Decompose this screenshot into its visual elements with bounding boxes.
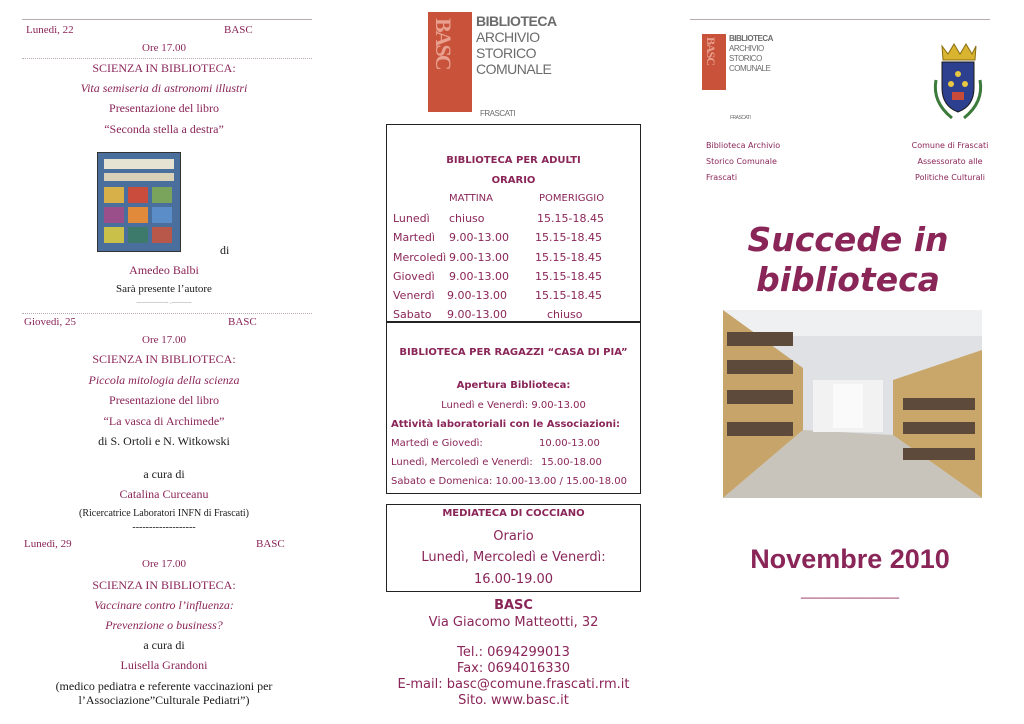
event-3-title-2: Prevenzione o business? bbox=[105, 618, 223, 632]
event-2-time: Ore 17.00 bbox=[142, 334, 186, 346]
adults-title: BIBLIOTECA PER ADULTI bbox=[446, 155, 581, 166]
row-pm: chiuso bbox=[547, 308, 583, 321]
kids-lab-1-hours: 10.00-13.00 bbox=[539, 438, 600, 449]
event-3-curator: Luisella Grandoni bbox=[120, 658, 208, 672]
event-1-day: Lunedì, 22 bbox=[26, 24, 74, 36]
contact-tel: Tel.: 0694299013 bbox=[457, 645, 570, 660]
row-pm: 15.15-18.45 bbox=[535, 251, 602, 264]
kids-lab-2: Lunedì, Mercoledì e Venerdì: bbox=[391, 457, 533, 468]
rule bbox=[22, 313, 312, 314]
contact-name: BASC bbox=[494, 598, 533, 613]
event-3-time: Ore 17.00 bbox=[142, 558, 186, 570]
library-photo bbox=[723, 310, 982, 498]
event-2-day: Giovedì, 25 bbox=[24, 316, 76, 328]
event-3-series: SCIENZA IN BIBLIOTECA: bbox=[92, 578, 236, 592]
event-3-role-1: (medico pediatra e referente vaccinazioni per bbox=[55, 679, 273, 693]
event-2-curator: Catalina Curceanu bbox=[119, 487, 209, 501]
org-1-line-1: Biblioteca Archivio bbox=[706, 141, 781, 150]
event-2-cura: a cura di bbox=[143, 467, 185, 481]
event-1-time: Ore 17.00 bbox=[142, 42, 186, 54]
event-3-day: Lunedì, 29 bbox=[24, 538, 72, 550]
book-cover-image bbox=[97, 152, 181, 252]
event-2-separator: ------------------- bbox=[132, 522, 196, 533]
basc-logo-small: BASC BIBLIOTECA ARCHIVIO STORICO COMUNALE FRASCATI bbox=[704, 34, 773, 121]
mediateca-box bbox=[386, 504, 641, 592]
contact-site-link[interactable]: Sito. www.basc.it bbox=[458, 693, 569, 708]
event-1-book: “Seconda stella a destra” bbox=[104, 122, 224, 136]
media-days: Lunedì, Mercoledì e Venerdì: bbox=[421, 550, 606, 565]
contact-address: Via Giacomo Matteotti, 32 bbox=[428, 615, 599, 630]
kids-title: BIBLIOTECA PER RAGAZZI “CASA DI PIA” bbox=[399, 347, 628, 358]
row-day: Mercoledì bbox=[393, 251, 447, 264]
rule bbox=[22, 58, 312, 59]
row-am: 9.00-13.00 bbox=[449, 270, 509, 283]
media-title: MEDIATECA DI COCCIANO bbox=[442, 508, 585, 519]
logo-mark-small: BASC bbox=[702, 34, 726, 90]
logo-mark: BASC bbox=[428, 12, 472, 112]
kids-hours-box bbox=[386, 322, 641, 494]
event-2-book: “La vasca di Archimede” bbox=[103, 414, 225, 428]
kids-lab-2-hours: 15.00-18.00 bbox=[541, 457, 602, 468]
row-pm: 15.15-18.45 bbox=[537, 212, 604, 225]
contact-fax: Fax: 0694016330 bbox=[456, 661, 571, 676]
org-1-line-3: Frascati bbox=[706, 173, 738, 182]
row-day: Giovedì bbox=[393, 270, 435, 283]
event-3-role-2: l’Associazione”Culturale Pediatri”) bbox=[78, 693, 250, 707]
row-pm: 15.15-18.45 bbox=[535, 289, 602, 302]
row-pm: 15.15-18.45 bbox=[535, 231, 602, 244]
row-day: Venerdì bbox=[393, 289, 435, 302]
row-day: Sabato bbox=[393, 308, 432, 321]
col-pomeriggio: POMERIGGIO bbox=[539, 193, 605, 204]
row-day: Lunedì bbox=[393, 212, 430, 225]
row-day: Martedì bbox=[393, 231, 435, 244]
org-1-line-2: Storico Comunale bbox=[706, 157, 777, 166]
org-2-line-2: Assessorato alle bbox=[917, 157, 983, 166]
top-rule bbox=[22, 19, 312, 20]
event-1-separator: —————- .———- bbox=[136, 300, 192, 306]
month-title: Novembre 2010 bbox=[750, 544, 950, 574]
event-1-author: Amedeo Balbi bbox=[129, 263, 199, 277]
col-mattina: MATTINA bbox=[449, 193, 494, 204]
row-am: chiuso bbox=[449, 212, 485, 225]
row-am: 9.00-13.00 bbox=[449, 231, 509, 244]
contact-email-link[interactable]: E-mail: basc@comune.frascati.rm.it bbox=[397, 677, 630, 692]
event-3-place: BASC bbox=[256, 538, 285, 550]
coat-of-arms-icon bbox=[928, 40, 988, 126]
event-1-series: SCIENZA IN BIBLIOTECA: bbox=[92, 61, 236, 75]
event-3-title-1: Vaccinare contro l’influenza: bbox=[94, 598, 234, 612]
row-pm: 15.15-18.45 bbox=[535, 270, 602, 283]
kids-lab-label: Attività laboratoriali con le Associazioni: bbox=[391, 419, 621, 430]
event-2-series: SCIENZA IN BIBLIOTECA: bbox=[92, 352, 236, 366]
row-am: 9.00-13.00 bbox=[447, 289, 507, 302]
event-2-role: (Ricercatrice Laboratori INFN di Frascati) bbox=[79, 508, 249, 519]
row-am: 9.00-13.00 bbox=[447, 308, 507, 321]
adults-hours-box bbox=[386, 124, 641, 322]
headline-line-2: biblioteca bbox=[756, 260, 940, 299]
kids-open-label: Apertura Biblioteca: bbox=[456, 380, 571, 391]
top-rule-right bbox=[690, 19, 990, 20]
event-1-place: BASC bbox=[224, 24, 253, 36]
media-orario: Orario bbox=[493, 529, 534, 544]
basc-logo: BASC BIBLIOTECA ARCHIVIO STORICO COMUNALE FRASCATI bbox=[428, 12, 588, 120]
event-1-di: di bbox=[220, 243, 230, 257]
org-2-line-3: Politiche Culturali bbox=[915, 173, 985, 182]
row-am: 9.00-13.00 bbox=[449, 251, 509, 264]
event-1-presentation: Presentazione del libro bbox=[109, 101, 219, 115]
event-1-title: Vita semiseria di astronomi illustri bbox=[80, 81, 248, 95]
event-3-cura: a cura di bbox=[143, 638, 185, 652]
event-2-title: Piccola mitologia della scienza bbox=[88, 373, 240, 387]
headline-line-1: Succede in bbox=[747, 220, 949, 259]
media-hours: 16.00-19.00 bbox=[473, 572, 554, 587]
org-2-line-1: Comune di Frascati bbox=[911, 141, 989, 150]
kids-open-value: Lunedì e Venerdì: 9.00-13.00 bbox=[441, 400, 586, 411]
kids-lab-1: Martedì e Giovedì: bbox=[391, 438, 483, 449]
event-2-presentation: Presentazione del libro bbox=[109, 393, 219, 407]
event-1-note: Sarà presente l’autore bbox=[116, 283, 212, 295]
event-2-place: BASC bbox=[228, 316, 257, 328]
event-2-authors: di S. Ortoli e N. Witkowski bbox=[98, 434, 230, 448]
adults-orario: ORARIO bbox=[491, 175, 536, 186]
kids-lab-3: Sabato e Domenica: 10.00-13.00 / 15.00-18.00 bbox=[391, 476, 627, 487]
month-rule: ________ bbox=[801, 576, 899, 601]
